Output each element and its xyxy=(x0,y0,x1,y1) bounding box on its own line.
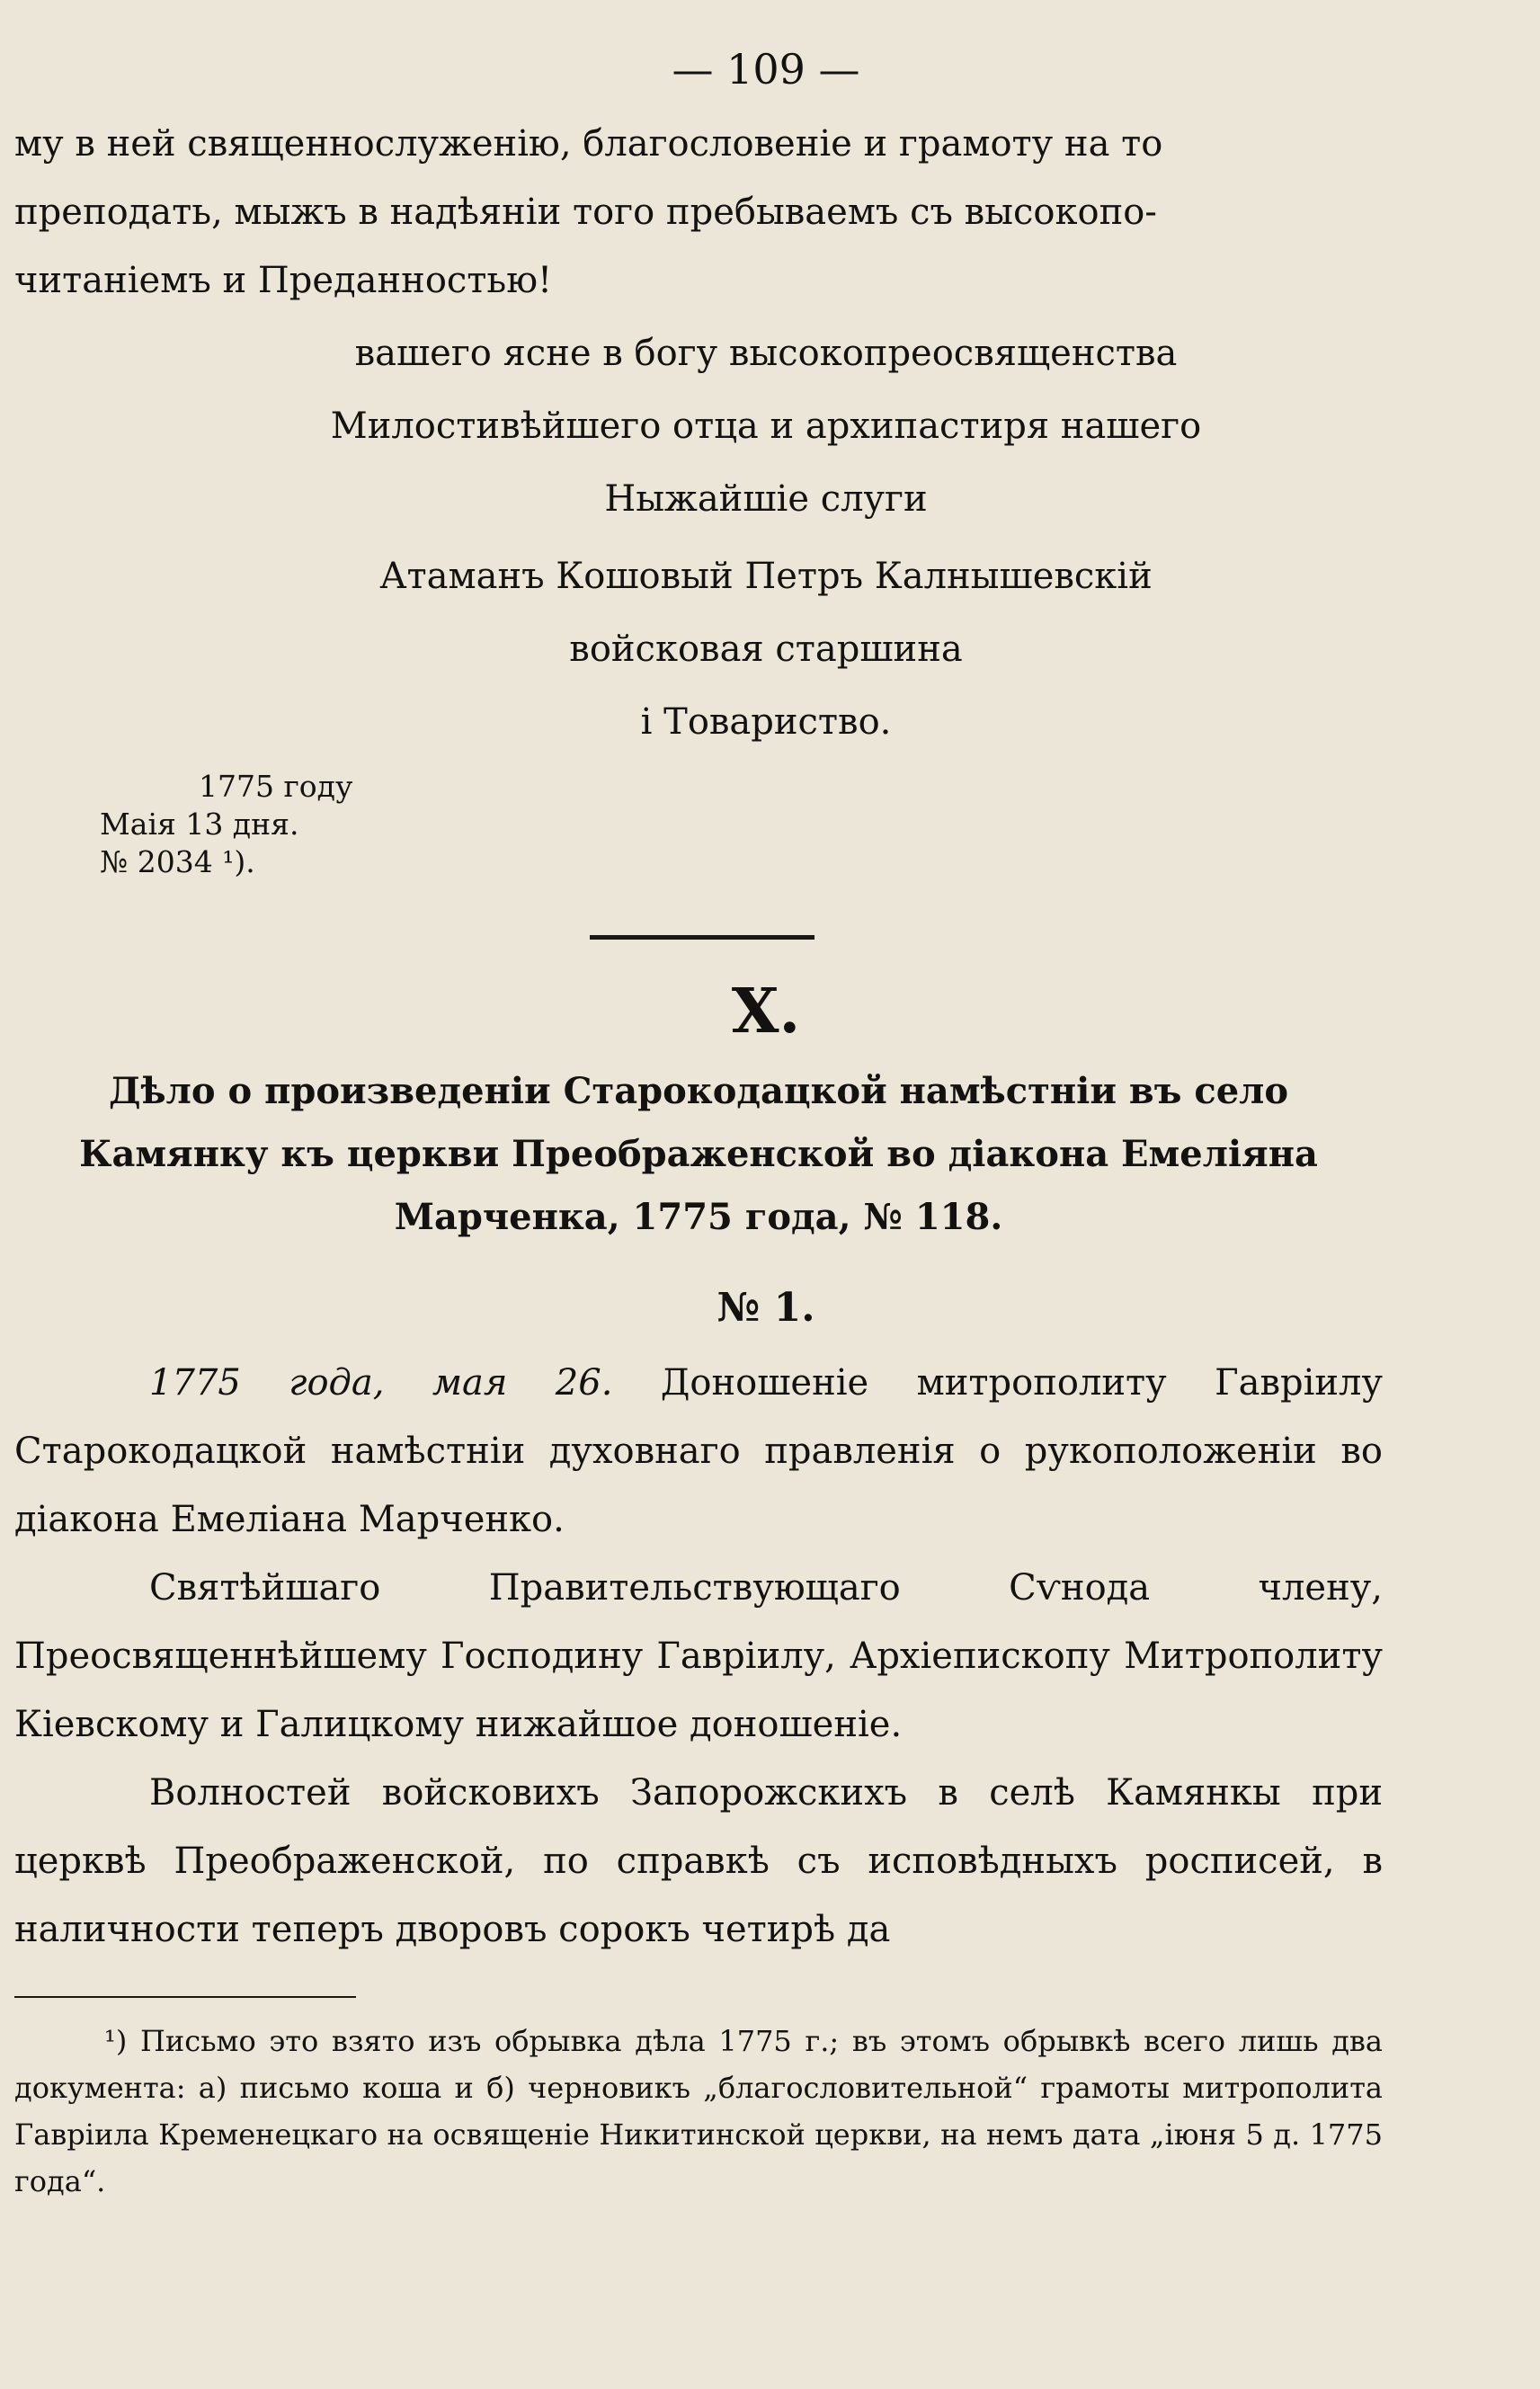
text-line: му в ней священнослуженію, благословеніе и грамоту на то xyxy=(14,123,1163,165)
signature-line: і Товариство. xyxy=(640,701,892,743)
letter-ending xyxy=(14,110,1383,315)
section-divider xyxy=(590,935,815,940)
signature-line: Милостивѣйшего отца и архипастиря нашего xyxy=(330,406,1202,447)
signature-block xyxy=(14,315,1383,761)
date-line: 1775 году xyxy=(199,769,353,804)
signature-line: Атаманъ Кошовый Петръ Калнышевскій xyxy=(379,556,1153,597)
footnote-rule xyxy=(14,1996,356,1998)
text-line: преподать, мыжъ в надѣяніи того пребываемъ съ высокопо- xyxy=(14,192,1157,233)
document-number: № 1. xyxy=(717,1285,815,1331)
document-summary: Доношеніе митрополиту Гавріилу Старокодацкой намѣстніи духовнаго правленія о рукоположеніи во діакона Емеліана Марченко. xyxy=(14,1362,1383,1540)
document-heading xyxy=(14,1349,1383,1554)
date-line: Маія 13 дня. xyxy=(100,807,299,842)
address-paragraph: Святѣйшаго Правительствующаго Сѵнода члену, Преосвященнѣйшему Господину Гавріилу, Архіепископу Митрополиту Кіевскому и Галицкому нижайшое доношеніе. xyxy=(14,1567,1383,1745)
page-number: — 109 — xyxy=(672,45,860,94)
section-numeral: X. xyxy=(731,976,801,1047)
letter-date xyxy=(100,768,1383,881)
signature-line: войсковая старшина xyxy=(569,628,963,670)
footnote: ¹) Письмо это взято изъ обрывка дѣла 1775 г.; въ этомъ обрывкѣ всего лишь два документа: а) письмо коша и б) черновикъ „благословительной“ грамоты митрополита Гавріила Кременецкаго на освященіе Никитинской церкви, на немъ дата „іюня 5 д. 1775 года“. xyxy=(14,2024,1383,2198)
body-paragraph: Волностей войсковихъ Запорожскихъ в селѣ Камянкы при церквѣ Преображенской, по справкѣ съ исповѣдныхъ росписей, в наличности теперъ дворовъ сорокъ четирѣ да xyxy=(14,1772,1383,1950)
section-title: Дѣло о произведеніи Старокодацкой намѣстніи въ село Камянку къ церкви Преображенской во діакона Емеліяна Марченка, 1775 года, № 118. xyxy=(79,1070,1318,1238)
signature-line: Ныжайшіе слуги xyxy=(604,478,928,520)
text-line: читаніемъ и Преданностью! xyxy=(14,260,553,301)
signature-line: вашего ясне в богу высокопреосвященства xyxy=(354,333,1178,374)
document-date: 1775 года, мая 26. xyxy=(149,1362,613,1404)
date-line: № 2034 ¹). xyxy=(100,844,255,879)
